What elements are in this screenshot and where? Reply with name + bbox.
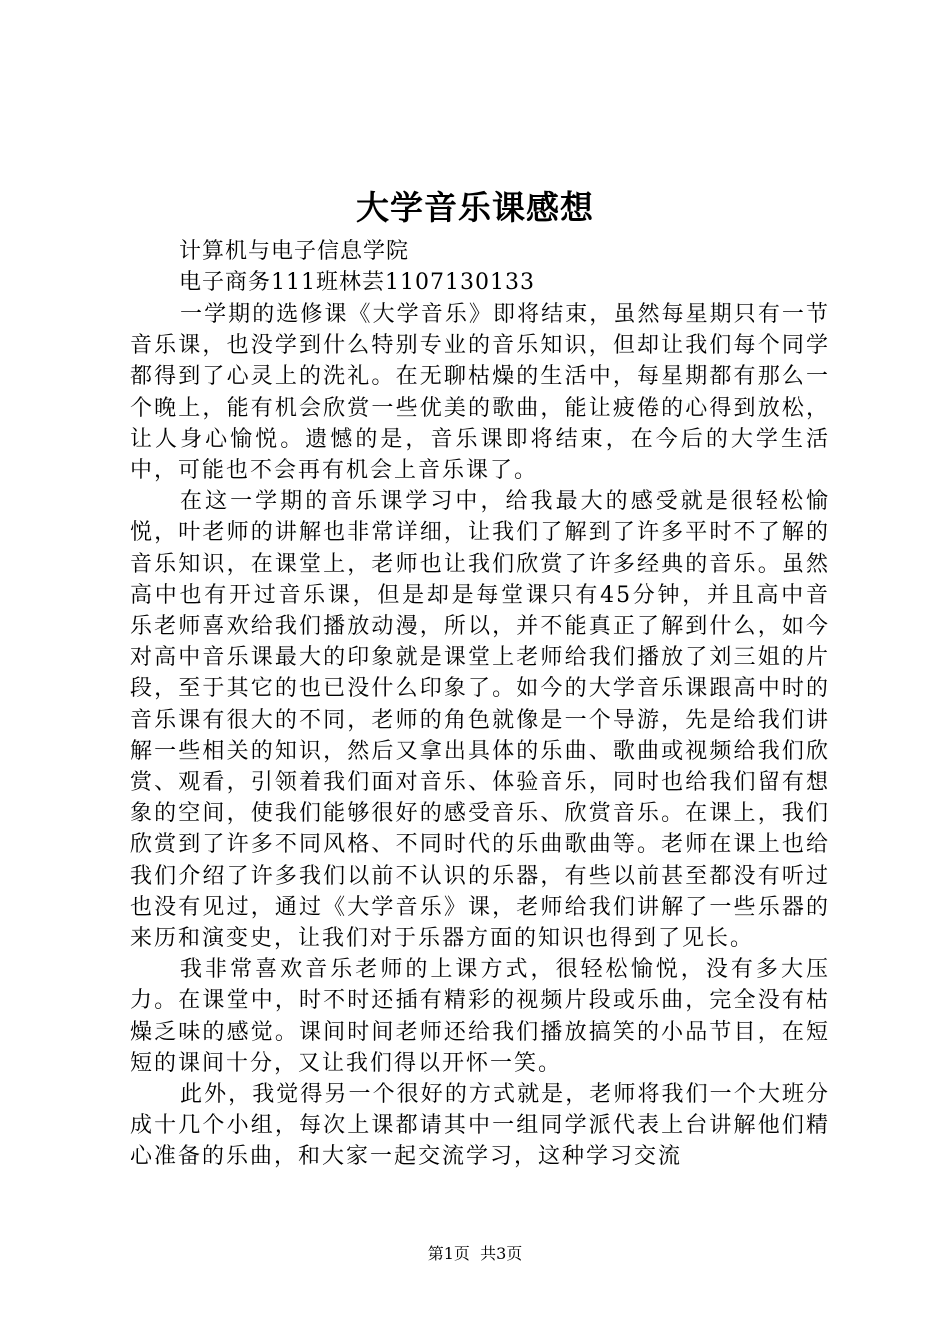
paragraph: 我非常喜欢音乐老师的上课方式，很轻松愉悦，没有多大压力。在课堂中，时不时还插有精彩的视频片段或乐曲，完全没有枯燥乏味的感觉。课间时间老师还给我们播放搞笑的小品节目，在短短的课间十分，又让我们得以开怀一笑。 bbox=[130, 957, 830, 1076]
document-title: 大学音乐课感想 bbox=[356, 188, 594, 227]
page-footer: 第1页 共3页 bbox=[427, 1244, 523, 1263]
document-body bbox=[130, 299, 830, 1173]
school-name: 计算机与电子信息学院 bbox=[179, 239, 410, 264]
paragraph: 一学期的选修课《大学音乐》即将结束，虽然每星期只有一节音乐课，也没学到什么特别专业的音乐知识，但却让我们每个同学都得到了心灵上的洗礼。在无聊枯燥的生活中，每星期都有那么一个晚上，能有机会欣赏一些优美的歌曲，能让疲倦的心得到放松，让人身心愉悦。遗憾的是，音乐课即将结束，在今后的大学生活中，可能也不会再有机会上音乐课了。 bbox=[130, 302, 830, 484]
paragraph: 此外，我觉得另一个很好的方式就是，老师将我们一个大班分成十几个小组，每次上课都请其中一组同学派代表上台讲解他们精心准备的乐曲，和大家一起交流学习，这种学习交流 bbox=[130, 1082, 830, 1170]
author-line: 电子商务111班林芸1107130133 bbox=[179, 270, 535, 295]
paragraph: 在这一学期的音乐课学习中，给我最大的感受就是很轻松愉悦，叶老师的讲解也非常详细，让我们了解到了许多平时不了解的音乐知识，在课堂上，老师也让我们欣赏了许多经典的音乐。虽然高中也有开过音乐课，但是却是每堂课只有45分钟，并且高中音乐老师喜欢给我们播放动漫，所以，并不能真正了解到什么，如今对高中音乐课最大的印象就是课堂上老师给我们播放了刘三姐的片段，至于其它的也已没什么印象了。如今的大学音乐课跟高中时的音乐课有很大的不同，老师的角色就像是一个导游，先是给我们讲解一些相关的知识，然后又拿出具体的乐曲、歌曲或视频给我们欣赏、观看，引领着我们面对音乐、体验音乐，同时也给我们留有想象的空间，使我们能够很好的感受音乐、欣赏音乐。在课上，我们欣赏到了许多不同风格、不同时代的乐曲歌曲等。老师在课上也给我们介绍了许多我们以前不认识的乐器，有些以前甚至都没有听过也没有见过，通过《大学音乐》课，老师给我们讲解了一些乐器的来历和演变史，让我们对于乐器方面的知识也得到了见长。 bbox=[130, 489, 830, 952]
